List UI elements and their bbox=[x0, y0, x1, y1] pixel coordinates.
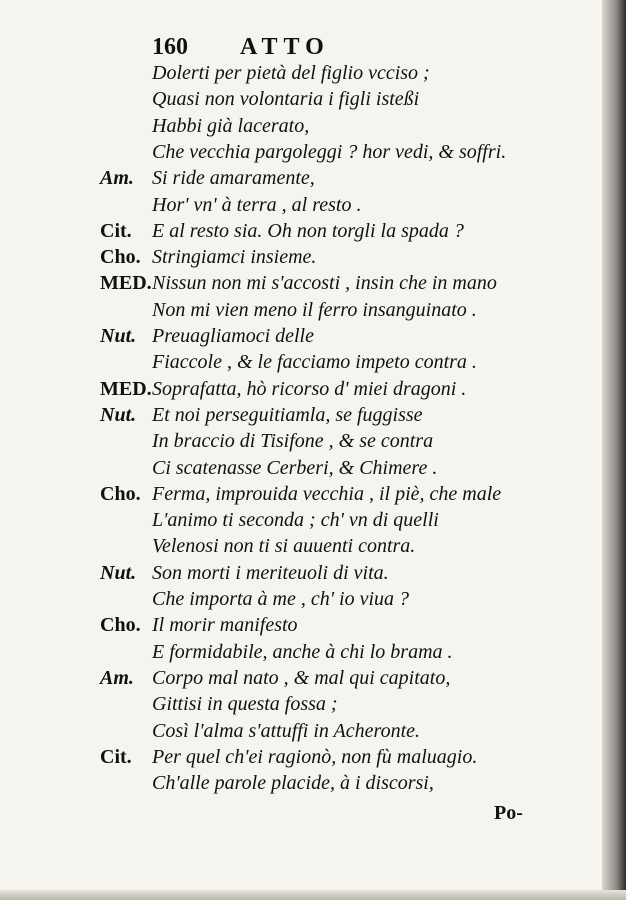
speaker-label: Am. bbox=[100, 167, 134, 190]
speaker-label: Nut. bbox=[100, 403, 137, 426]
speaker-label: MED. bbox=[100, 377, 152, 400]
page-edge bbox=[602, 0, 626, 900]
verse-text: Habbi già lacerato, bbox=[152, 114, 310, 137]
verse-line bbox=[0, 560, 610, 586]
verse-text: Et noi perseguitiamla, se fuggisse bbox=[152, 403, 423, 426]
verse-text: L'animo ti seconda ; ch' vn di quelli bbox=[152, 509, 439, 532]
verse-line bbox=[0, 718, 610, 744]
verse-text: Preuagliamoci delle bbox=[152, 325, 314, 347]
verse-line bbox=[0, 297, 610, 323]
verse-line bbox=[0, 665, 610, 691]
verse-text: Che vecchia pargoleggi ? hor vedi, & soffri. bbox=[152, 140, 507, 163]
verse-text: Ch'alle parole placide, à i discorsi, bbox=[152, 772, 434, 795]
verse-line bbox=[0, 639, 610, 665]
speaker-label: Cho. bbox=[100, 482, 141, 505]
verse-text: Fiaccole , & le facciamo impeto contra . bbox=[152, 351, 477, 374]
speaker-label: Am. bbox=[100, 666, 134, 689]
verse-text: E al resto sia. Oh non torgli la spada ? bbox=[152, 219, 464, 242]
verse-text: Son morti i meriteuoli di vita. bbox=[152, 561, 389, 584]
verse-line bbox=[0, 612, 610, 638]
verse-line bbox=[0, 192, 610, 218]
verse-line bbox=[0, 139, 610, 165]
verse-text: Dolerti per pietà del figlio vcciso ; bbox=[152, 62, 430, 84]
verse-line bbox=[0, 481, 610, 507]
verse-line bbox=[0, 349, 610, 375]
verse-text: E formidabile, anche à chi lo brama . bbox=[152, 640, 453, 663]
verse-line bbox=[0, 244, 610, 270]
verse-text: Il morir manifesto bbox=[152, 614, 298, 637]
verse-text: Così l'alma s'attuffi in Acheronte. bbox=[152, 719, 420, 742]
verse-text: Corpo mal nato , & mal qui capitato, bbox=[152, 666, 451, 689]
speaker-label: Nut. bbox=[100, 325, 137, 347]
verse-text: Non mi vien meno il ferro insanguinato . bbox=[152, 298, 477, 321]
verse-text: Quasi non volontaria i figli isteßi bbox=[152, 88, 420, 111]
verse-line bbox=[0, 402, 610, 428]
page-number: 160 bbox=[152, 34, 188, 60]
page-edge-bottom bbox=[0, 890, 626, 900]
running-head: ATTO bbox=[240, 34, 330, 60]
verse-text: In braccio di Tisifone , & se contra bbox=[152, 430, 434, 453]
speaker-label: Cho. bbox=[100, 614, 141, 637]
verse-line bbox=[0, 507, 610, 533]
verse-text: Ferma, improuida vecchia , il piè, che male bbox=[152, 482, 502, 505]
speaker-label: Cit. bbox=[100, 745, 132, 768]
verse-line bbox=[0, 376, 610, 402]
verse-text: Velenosi non ti si auuenti contra. bbox=[152, 535, 416, 558]
verse-line bbox=[0, 113, 610, 139]
verse-line bbox=[0, 218, 610, 244]
speaker-label: Cit. bbox=[100, 219, 132, 242]
verse-text: Gittisi in questa fossa ; bbox=[152, 693, 338, 716]
verse-text: Soprafatta, hò ricorso d' miei dragoni . bbox=[152, 377, 467, 400]
verse-line bbox=[0, 770, 610, 796]
speaker-label: MED. bbox=[100, 272, 152, 295]
verse-text: Stringiamci insieme. bbox=[152, 246, 317, 269]
verse-line bbox=[0, 428, 610, 454]
verse-line bbox=[0, 455, 610, 481]
verse-text: Hor' vn' à terra , al resto . bbox=[152, 193, 362, 216]
verse-text: Si ride amaramente, bbox=[152, 167, 315, 190]
verse-line bbox=[0, 744, 610, 770]
verse-text: Nissun non mi s'accosti , insin che in mano bbox=[152, 272, 497, 295]
catchword: Po- bbox=[494, 802, 523, 824]
verse-text: Per quel ch'ei ragionò, non fù maluagio. bbox=[152, 745, 478, 768]
verse-line bbox=[0, 586, 610, 612]
verse-line bbox=[0, 691, 610, 717]
verse-line bbox=[0, 60, 610, 86]
speaker-label: Cho. bbox=[100, 246, 141, 269]
speaker-label: Nut. bbox=[100, 561, 137, 584]
verse-line bbox=[0, 533, 610, 559]
verse-text: Che importa à me , ch' io viua ? bbox=[152, 588, 410, 610]
verse-line bbox=[0, 323, 610, 349]
verse-text: Ci scatenasse Cerberi, & Chimere . bbox=[152, 456, 438, 479]
verse-line bbox=[0, 86, 610, 112]
verse-line bbox=[0, 165, 610, 191]
verse-line bbox=[0, 270, 610, 296]
